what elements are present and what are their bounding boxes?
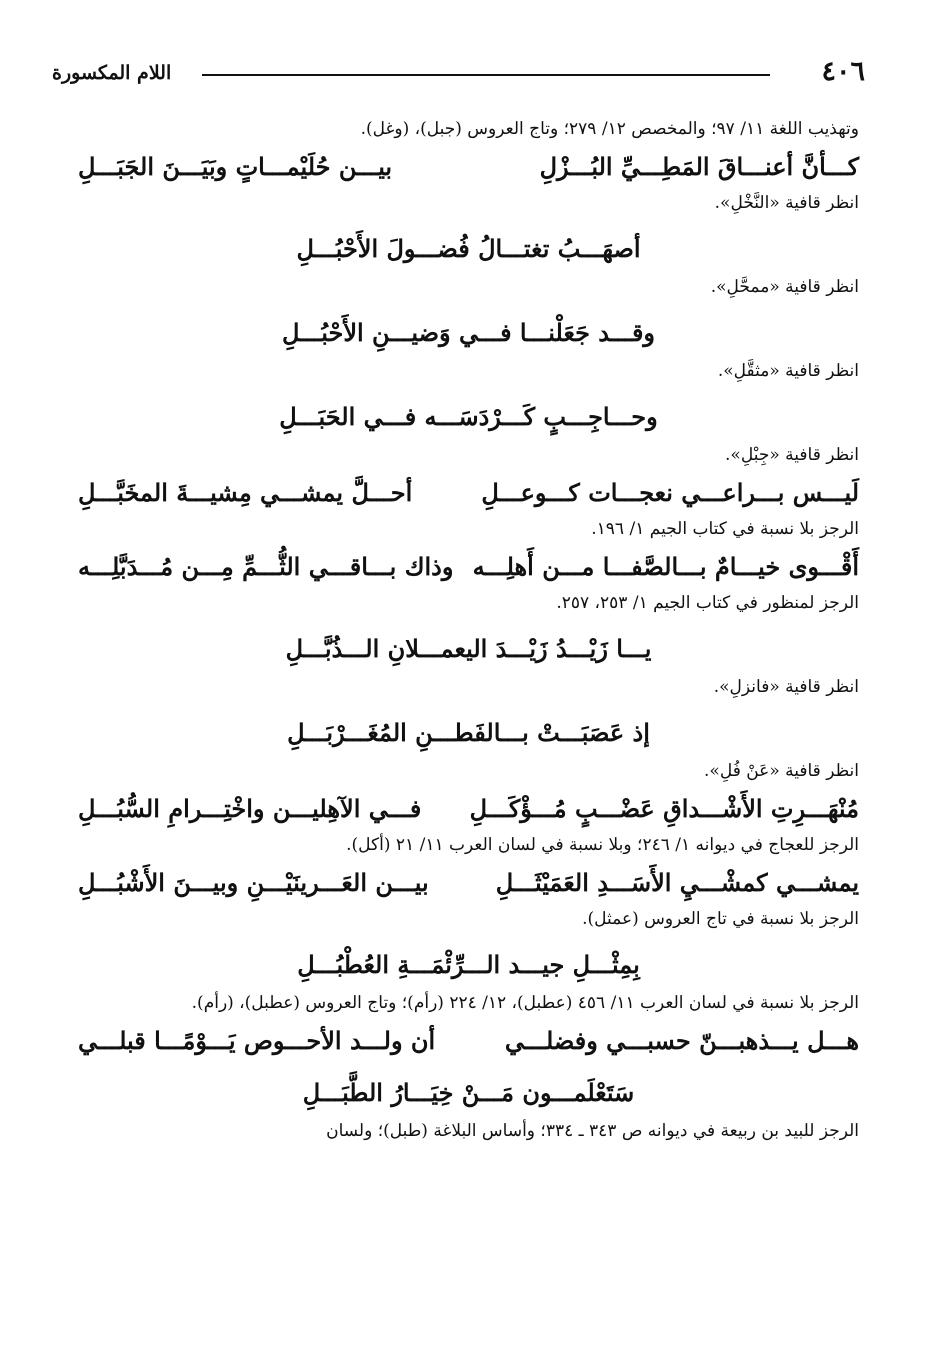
verse-first-hemistich: كـــأنَّ أعنـــاقَ المَطِـــيِّ البُـــزْلِ	[539, 152, 859, 181]
page-header	[52, 52, 865, 92]
source-note: انظر قافية «فانزلِ».	[713, 677, 859, 697]
verse-couplet	[78, 547, 859, 587]
source-note: الرجز لمنظور في كتاب الجيم ١/ ٢٥٣، ٢٥٧.	[556, 593, 859, 613]
verse-line: سَتَعْلَمـــون مَـــنْ خِيَـــارُ الطَّبَـــلِ	[302, 1078, 635, 1107]
verse-second-hemistich: وذاك بـــاقـــي الثُّـــمِّ مِـــن مُـــدَبَّلِـــه	[78, 552, 454, 581]
verse-couplet	[78, 147, 859, 187]
verse-couplet	[78, 863, 859, 903]
verse-line: بِمِثْـــلِ جيـــد الـــرِّئْمَـــةِ العُطْبُـــلِ	[297, 950, 640, 979]
verse-first-hemistich: أَقْـــوى خيـــامٌ بـــالصَّفـــا مـــن أَهلِـــه	[472, 552, 859, 581]
header-rule	[202, 74, 770, 76]
source-note: انظر قافية «جِبْلِ».	[725, 445, 859, 465]
verse-first-hemistich: يمشـــي كمشْـــيِ الأَسَـــدِ العَمَيْثَـــلِ	[495, 868, 859, 897]
source-note: انظر قافية «النَّخْلِ».	[714, 193, 859, 213]
page-number: ٤٠٦	[821, 56, 865, 87]
source-note: انظر قافية «مثقَّلِ».	[717, 361, 859, 381]
verse-first-hemistich: مُنْهَـــرِتِ الأَشْـــداقِ عَضْـــبٍ مُـــؤْكَـــلِ	[469, 794, 859, 823]
verse-couplet	[78, 473, 859, 513]
verse-second-hemistich: فـــي الآهِليـــن واخْتِـــرامِ السُّبُـــلِ	[78, 794, 422, 823]
source-note: الرجز بلا نسبة في تاج العروس (عمثل).	[582, 909, 859, 929]
source-note: وتهذيب اللغة ١١/ ٩٧؛ والمخصص ١٢/ ٢٧٩؛ وتاج العروس (جبل)، (وغل).	[360, 119, 859, 139]
source-note: انظر قافية «عَنْ فُلِ».	[704, 761, 859, 781]
verse-couplet	[78, 789, 859, 829]
page-body	[78, 115, 859, 1147]
verse-line: إذ عَصَبَـــتْ بـــالفَطـــنِ المُغَـــرْبَـــلِ	[287, 718, 650, 747]
verse-second-hemistich: بيـــن العَـــرينَيْـــنِ وبيـــنَ الأَشْبُـــلِ	[78, 868, 429, 897]
verse-second-hemistich: بيـــن حُلَيْمـــاتٍ وبَيَـــنَ الجَبَـــلِ	[78, 152, 393, 181]
source-note: الرجز للبيد بن ربيعة في ديوانه ص ٣٤٣ ـ ٣٣٤؛ وأساس البلاغة (طبل)؛ ولسان	[326, 1121, 859, 1141]
verse-line: يـــا زَيْـــدُ زَيْـــدَ اليعمـــلانِ الـــذُبَّـــلِ	[285, 634, 652, 663]
verse-second-hemistich: أحـــلَّ يمشـــي مِشيـــةَ المخَبَّـــلِ	[78, 478, 413, 507]
verse-line: وحـــاجِـــبٍ كَـــرْدَسَـــه فـــي الحَبَـــلِ	[279, 402, 658, 431]
verse-line: وقـــد جَعَلْنـــا فـــي وَضيـــنِ الأَحْبُـــلِ	[281, 318, 656, 347]
source-note: الرجز للعجاج في ديوانه ١/ ٢٤٦؛ وبلا نسبة في لسان العرب ١١/ ٢١ (أكل).	[346, 835, 859, 855]
source-note: انظر قافية «ممحَّلِ».	[710, 277, 859, 297]
verse-couplet	[78, 1021, 859, 1061]
chapter-title: اللام المكسورة	[52, 62, 172, 84]
source-note: الرجز بلا نسبة في لسان العرب ١١/ ٤٥٦ (عطبل)، ١٢/ ٢٢٤ (رأم)؛ وتاج العروس (عطبل)، (رأم).	[191, 993, 859, 1013]
verse-first-hemistich: هـــل يـــذهبـــنّ حسبـــي وفضلـــي	[504, 1026, 859, 1055]
verse-line: أصهَـــبُ تغتـــالُ فُضـــولَ الأَحْبُـــلِ	[296, 234, 641, 263]
verse-first-hemistich: لَيـــس بـــراعـــي نعجـــات كـــوعـــلِ	[481, 478, 859, 507]
verse-second-hemistich: أن ولـــد الأحـــوص يَـــوْمًـــا قبلـــي	[78, 1026, 436, 1055]
source-note: الرجز بلا نسبة في كتاب الجيم ١/ ١٩٦.	[591, 519, 859, 539]
